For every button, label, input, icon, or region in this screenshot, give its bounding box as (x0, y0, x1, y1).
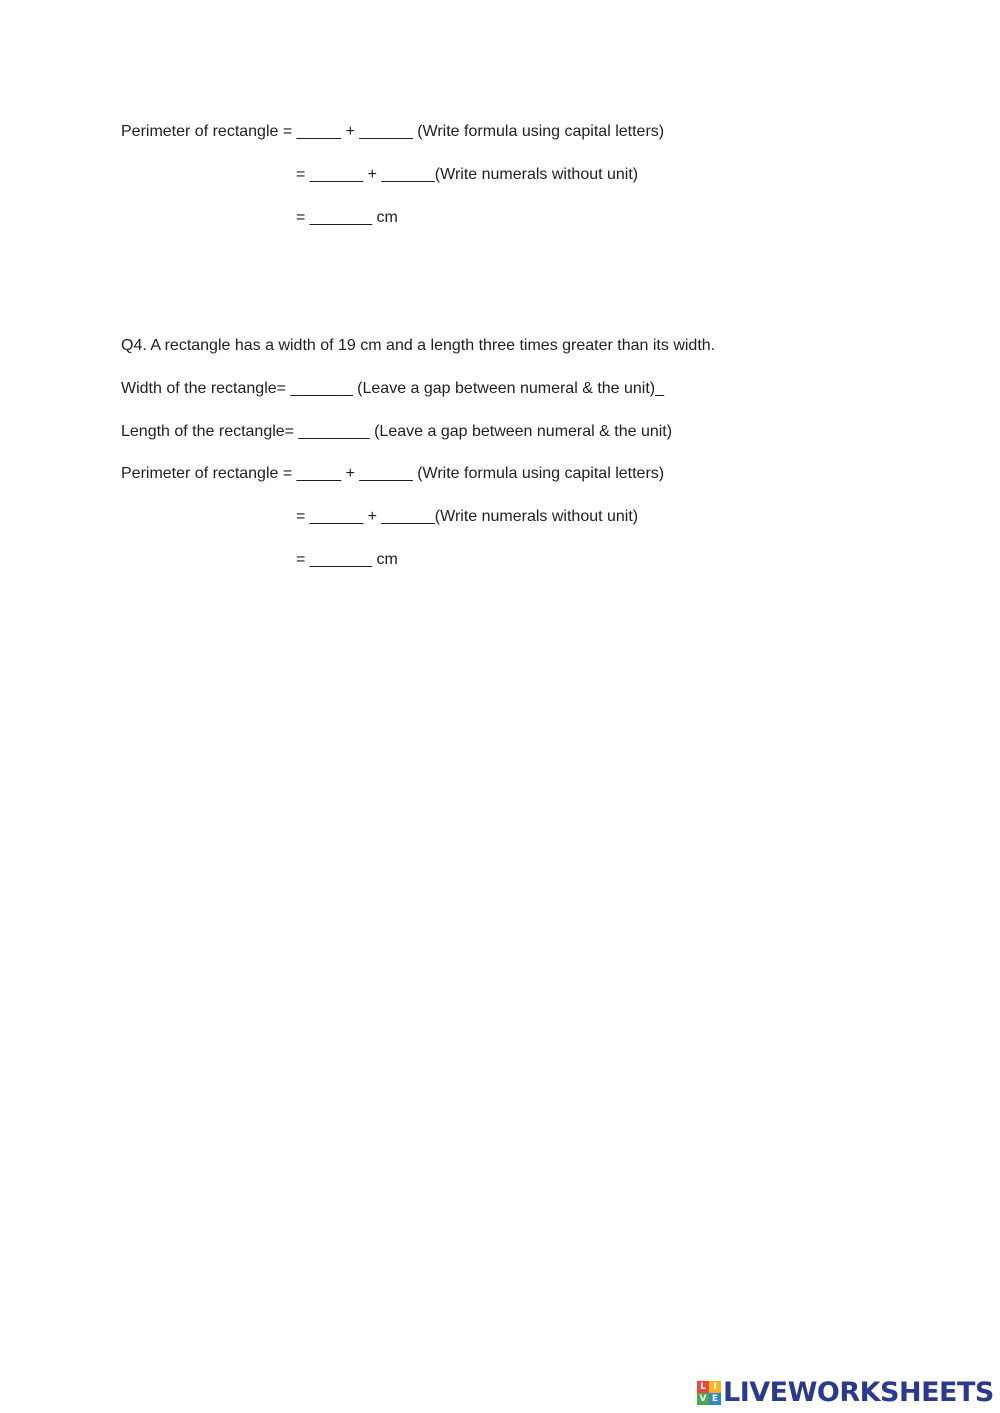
q3-perimeter-numerals: = ______ + ______(Write numerals without unit) (296, 166, 639, 183)
q4-perimeter-numerals: = ______ + ______(Write numerals without unit) (296, 508, 639, 525)
liveworksheets-logo-text: LIVEWORKSHEETS (723, 1377, 994, 1408)
q4-length-line: Length of the rectangle= ________ (Leave a gap between numeral & the unit) (121, 423, 673, 440)
q4-perimeter-formula: Perimeter of rectangle = _____ + ______ (Write formula using capital letters) (121, 465, 665, 482)
liveworksheets-logo-icon (697, 1381, 721, 1405)
logo-mark-letter: I (709, 1381, 721, 1393)
q3-perimeter-formula: Perimeter of rectangle = _____ + ______ (Write formula using capital letters) (121, 123, 665, 140)
logo-mark-letter: L (697, 1381, 709, 1393)
logo-mark-letter: V (697, 1393, 709, 1405)
liveworksheets-logo (697, 1378, 994, 1408)
logo-mark-letter: E (709, 1393, 721, 1405)
q4-width-line: Width of the rectangle= _______ (Leave a gap between numeral & the unit)_ (121, 380, 665, 397)
q4-perimeter-result: = _______ cm (296, 551, 398, 568)
q3-perimeter-result: = _______ cm (296, 209, 398, 226)
q4-question: Q4. A rectangle has a width of 19 cm and a length three times greater than its width. (121, 337, 716, 354)
